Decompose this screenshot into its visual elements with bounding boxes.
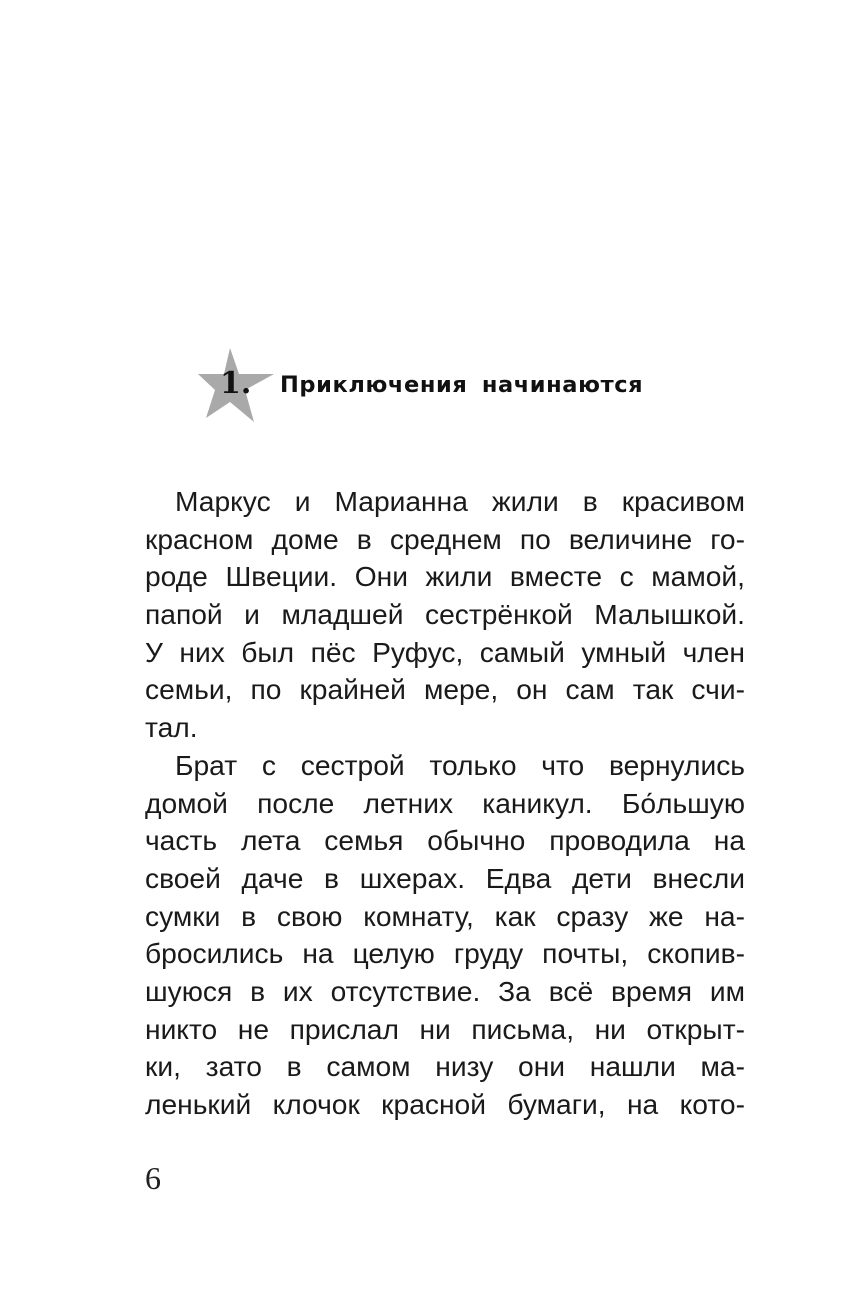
- text-line: шуюся в их отсутствие. За всё время им: [145, 974, 745, 1007]
- text-line: часть лета семья обычно проводила на: [145, 824, 745, 857]
- text-line: папой и младшей сестрёнкой Малышкой.: [145, 598, 745, 631]
- body-text: [145, 483, 745, 1124]
- text-line: домой после летних каникул. Бо́льшую: [145, 786, 745, 819]
- text-line: ки, зато в самом низу они нашли ма-: [145, 1050, 745, 1083]
- paragraph: [145, 483, 745, 747]
- text-line: Маркус и Марианна жили в красивом: [175, 485, 745, 517]
- chapter-heading: [198, 348, 643, 422]
- chapter-number: 1.: [220, 366, 252, 401]
- text-line: семьи, по крайней мере, он сам так счи-: [145, 673, 745, 706]
- text-line: У них был пёс Руфус, самый умный член: [145, 635, 745, 668]
- text-line: ленький клочок красной бумаги, на кото-: [145, 1088, 745, 1120]
- text-line: Брат с сестрой только что вернулись: [175, 748, 745, 781]
- text-line: своей даче в шхерах. Едва дети внесли: [145, 861, 745, 894]
- text-line: красном доме в среднем по величине го-: [145, 522, 745, 555]
- star-icon: [198, 348, 274, 422]
- text-line: роде Швеции. Они жили вместе с мамой,: [145, 560, 745, 593]
- text-line: никто не прислал ни письма, ни открыт-: [145, 1012, 745, 1045]
- text-line: сумки в свою комнату, как сразу же на-: [145, 899, 745, 932]
- paragraph: [145, 747, 745, 1124]
- chapter-title: Приключения начинаются: [280, 372, 644, 398]
- text-line: бросились на целую груду почты, скопив-: [145, 937, 745, 970]
- page-number: 6: [145, 1160, 161, 1196]
- text-line: тал.: [145, 711, 198, 744]
